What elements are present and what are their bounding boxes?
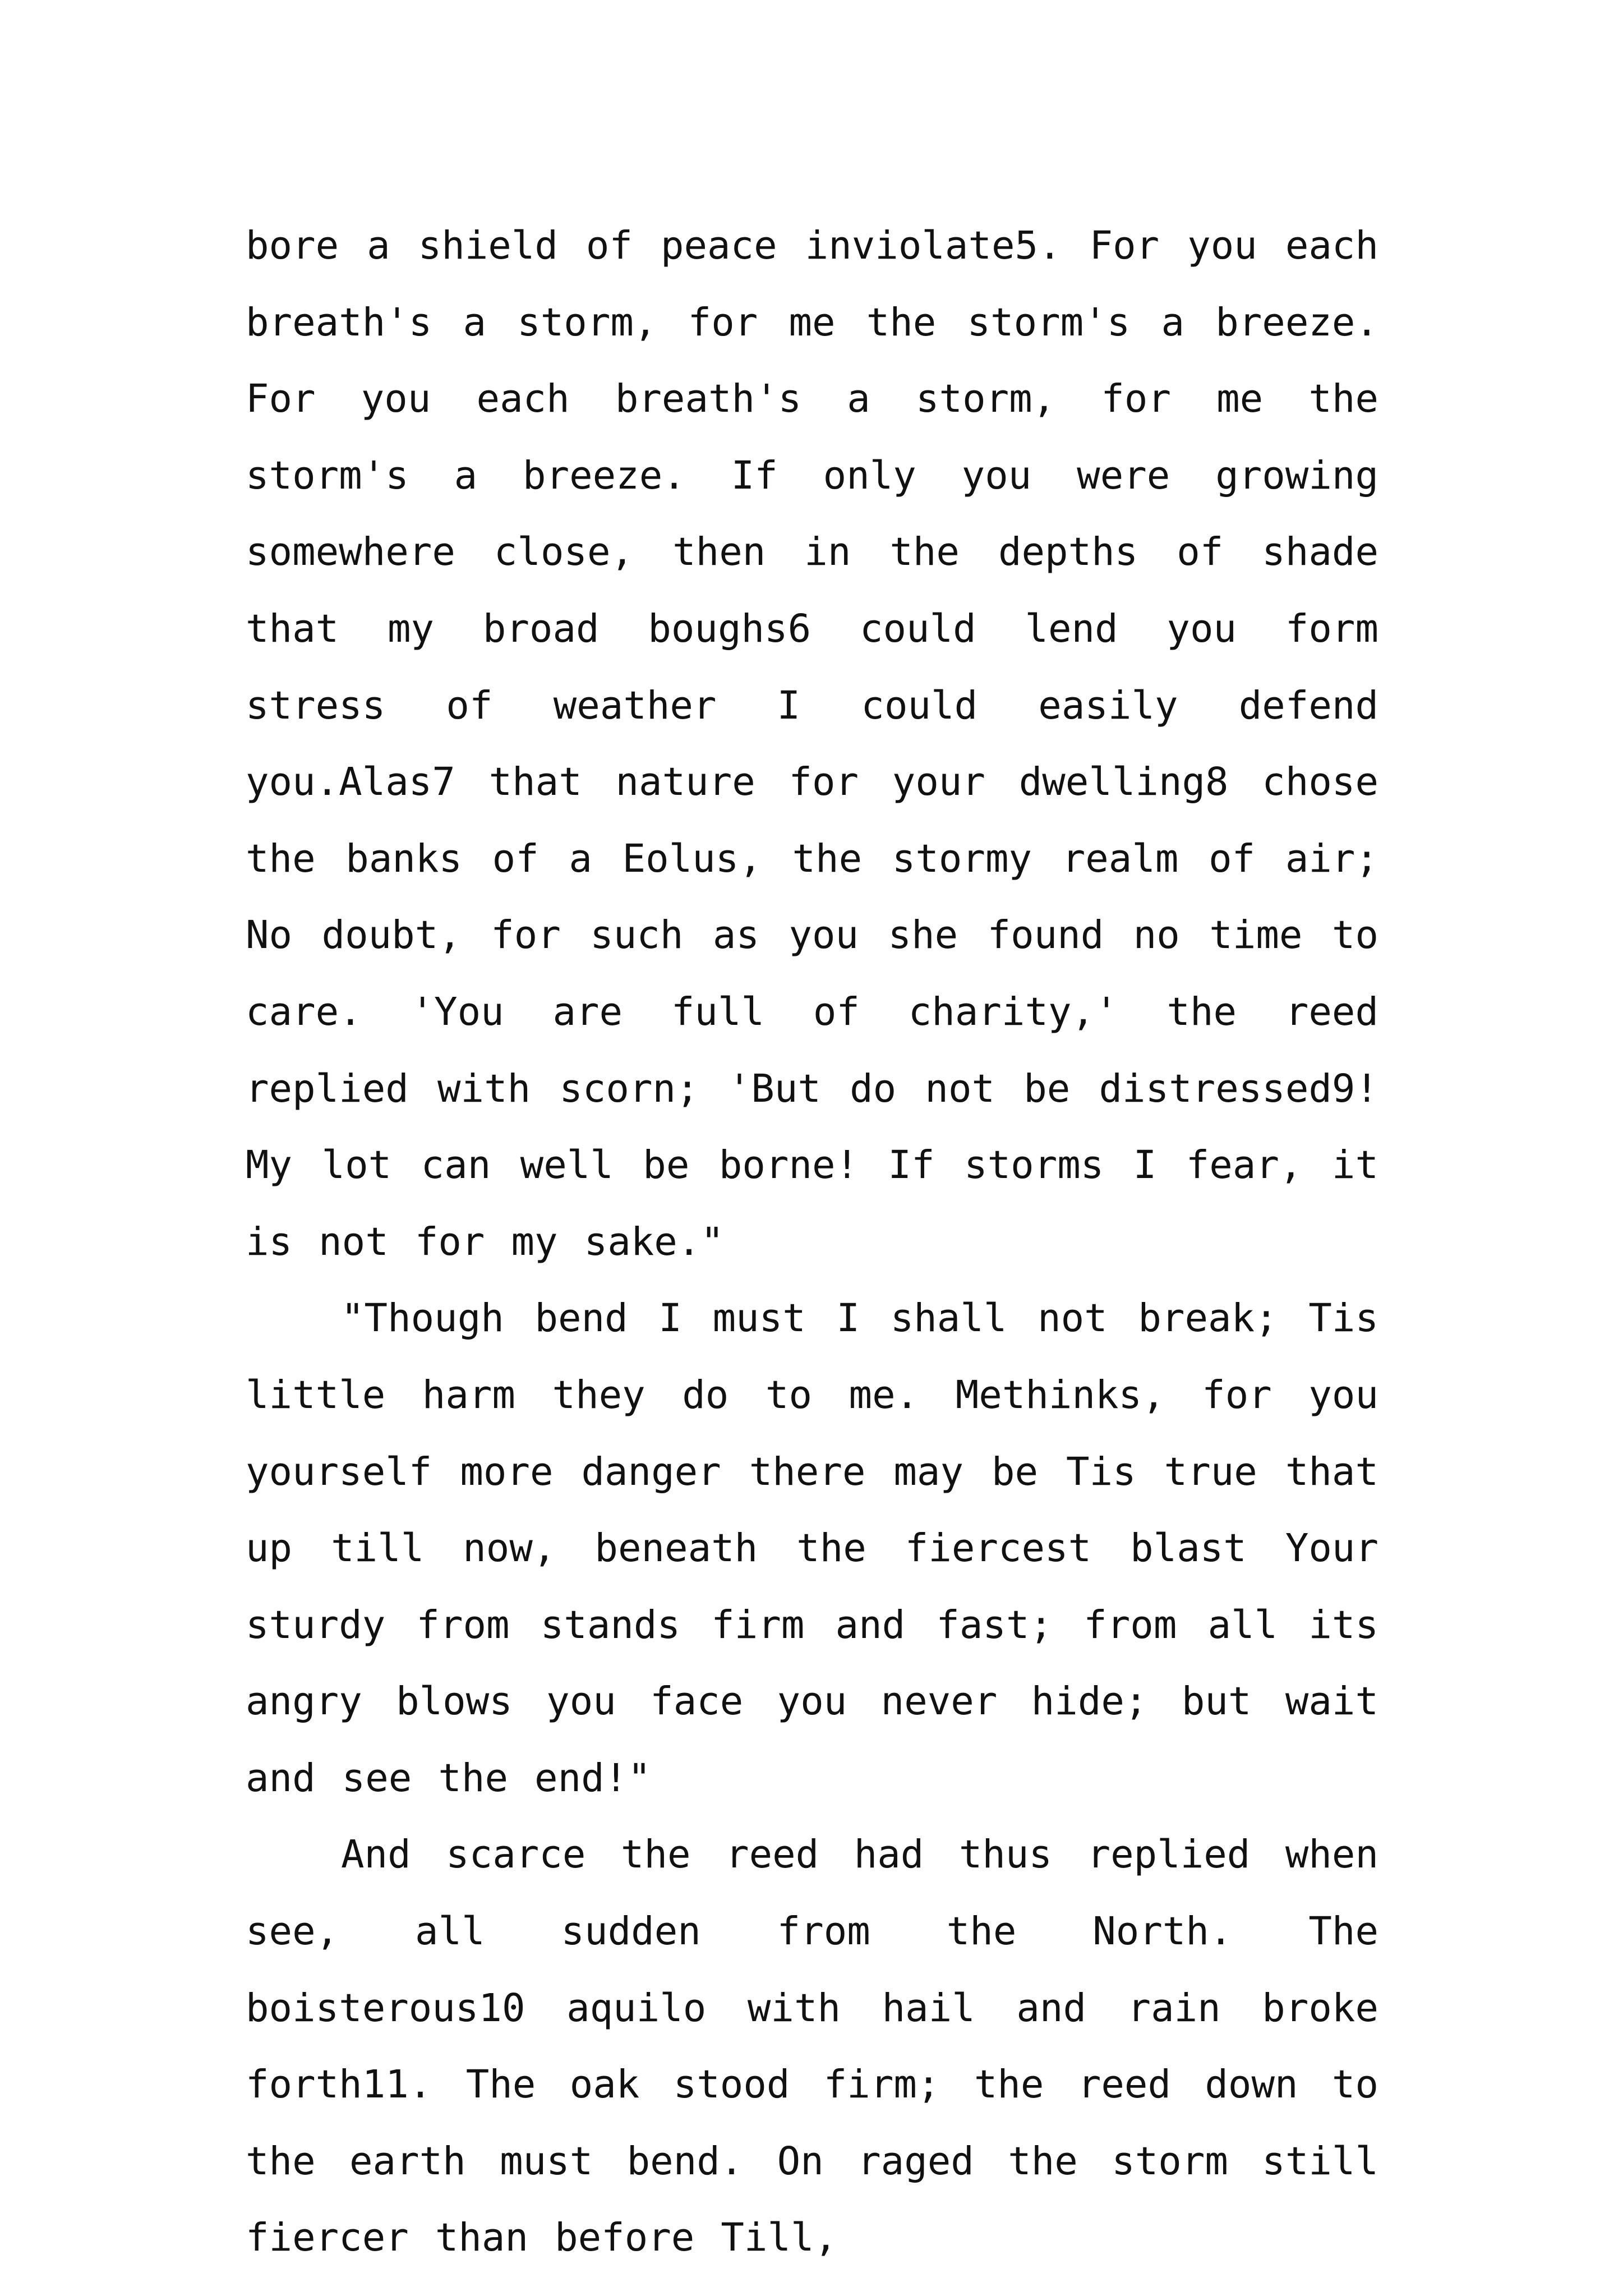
paragraph-2: "Though bend I must I shall not break; Tis little harm they do to me. Methinks, for you yourself more danger there may be Tis true that up till now, beneath the fiercest blast Your sturdy from stands firm and fast; from all its angry blows you face you never hide; but wait and see the end!" [246,1296,1378,1801]
paragraph-3: And scarce the reed had thus replied when see, all sudden from the North. The boisterous10 aquilo with hail and rain broke forth11. The oak stood firm; the reed down to the earth must bend. On raged the storm still fiercer than before Till, [246,1832,1378,2261]
body-text [246,208,1378,2276]
paragraph-1: bore a shield of peace inviolate5. For you each breath's a storm, for me the storm's a breeze. For you each breath's a storm, for me the storm's a breeze. If only you were growing somewhere close, then in the depths of shade that my broad boughs6 could lend you form stress of weather I could easily defend you.Alas7 that nature for your dwelling8 chose the banks of a Eolus, the stormy realm of air; No doubt, for such as you she found no time to care. 'You are full of charity,' the reed replied with scorn; 'But do not be distressed9! My lot can well be borne! If storms I fear, it is not for my sake." [246,223,1378,1264]
